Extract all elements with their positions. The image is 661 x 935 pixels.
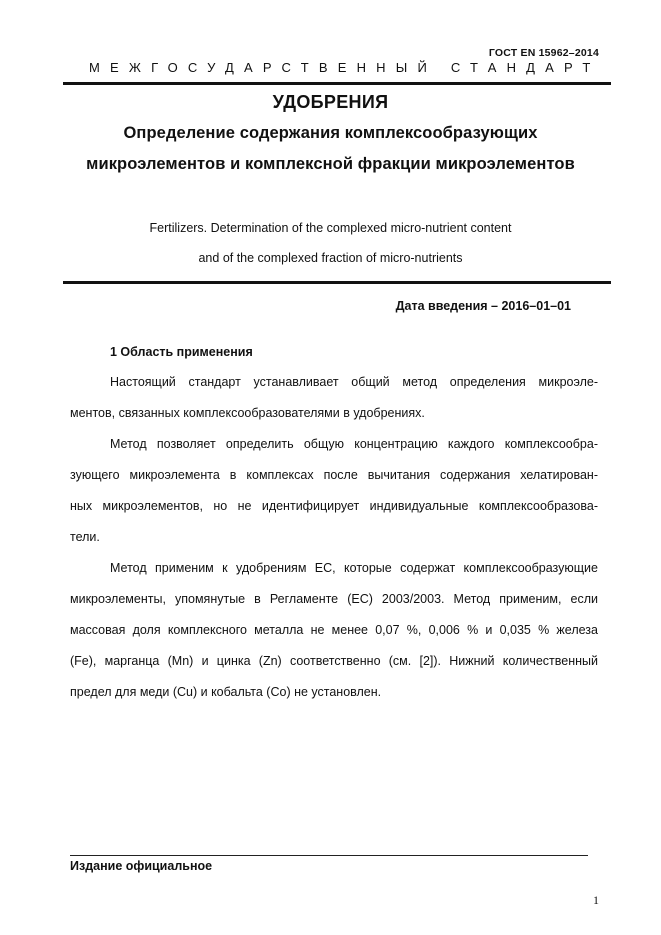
paragraph-line: предел для меди (Cu) и кобальта (Со) не установлен. [70,685,382,699]
section-heading: 1 Область применения [110,345,253,359]
paragraph-line: Метод применим к удобрениям ЕС, которые содержат комплексообразующие [110,561,598,575]
english-title-line2: and of the complexed fraction of micro-nutrients [198,251,463,265]
page-number: 1 [593,893,599,907]
paragraph-line: массовая доля комплексного металла не менее 0,07 %, 0,006 % и 0,035 % железа [70,623,598,637]
interstate-standard-label: МЕЖГОСУДАРСТВЕННЫЙ СТАНДАРТ [89,60,601,75]
paragraph-line: Метод позволяет определить общую концентрацию каждого комплексообра- [110,437,598,451]
paragraph-line: тели. [70,530,100,544]
header-rule [63,82,611,85]
title-rule [63,281,611,284]
paragraph-line: зующего микроэлемента в комплексах после вычитания содержания хелатирован- [70,468,598,482]
paragraph-line: Настоящий стандарт устанавливает общий метод определения микроэле- [110,375,598,389]
footer-rule [70,855,588,856]
gost-number: ГОСТ EN 15962–2014 [488,47,599,59]
introduction-date: Дата введения – 2016–01–01 [395,299,571,313]
document-subtitle-line2: микроэлементов и комплексной фракции микроэлементов [86,155,575,173]
paragraph-line: микроэлементы, упомянутые в Регламенте (ЕС) 2003/2003. Метод применим, если [70,592,598,606]
paragraph-line: (Fe), марганца (Mn) и цинка (Zn) соответственно (см. [2]). Нижний количественный [70,654,598,668]
english-title-line1: Fertilizers. Determination of the complexed micro-nutrient content [149,221,512,235]
document-title: УДОБРЕНИЯ [272,92,389,112]
official-edition-label: Издание официальное [70,859,213,873]
paragraph-line: ных микроэлементов, но не идентифицирует индивидуальные комплексообразова- [70,499,598,513]
document-subtitle-line1: Определение содержания комплексообразующих [123,124,538,142]
paragraph-line: ментов, связанных комплексообразователями в удобрениях. [70,406,425,420]
